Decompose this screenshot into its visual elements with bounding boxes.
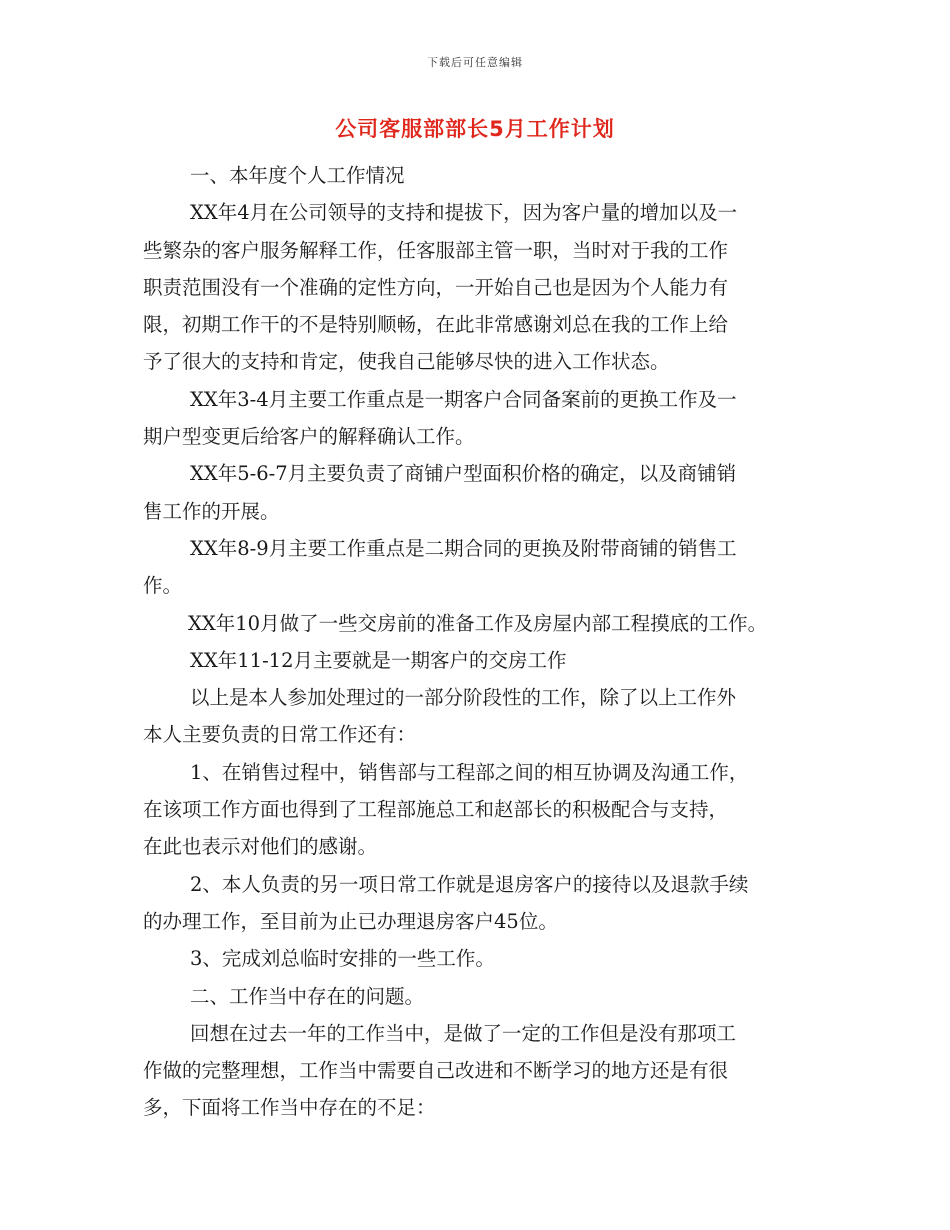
paragraph-line: 1、在销售过程中，销售部与工程部之间的相互协调及沟通工作，: [190, 760, 749, 784]
paragraph-line: 职责范围没有一个准确的定性方向，一开始自己也是因为个人能力有: [143, 275, 729, 299]
document-title: 公司客服部部长5月工作计划: [335, 117, 615, 141]
paragraph-line: 限，初期工作干的不是特别顺畅，在此非常感谢刘总在我的工作上给: [143, 313, 729, 337]
paragraph-line: XX年5-6-7月主要负责了商铺户型面积价格的确定，以及商铺销: [190, 462, 737, 486]
paragraph-line: 多，下面将工作当中存在的不足：: [143, 1096, 436, 1120]
paragraph-line: XX年4月在公司领导的支持和提拔下，因为客户量的增加以及一: [190, 201, 738, 225]
section-heading: 一、本年度个人工作情况: [190, 164, 405, 187]
paragraph-line: 些繁杂的客户服务解释工作，任客服部主管一职，当时对于我的工作: [143, 238, 729, 262]
paragraph-line: XX年8-9月主要工作重点是二期合同的更换及附带商铺的销售工: [190, 536, 737, 560]
paragraph-line: 2、本人负责的另一项日常工作就是退房客户的接待以及退款手续: [190, 872, 749, 896]
paragraph-line: 予了很大的支持和肯定，使我自己能够尽快的进入工作状态。: [143, 350, 670, 374]
paragraph-line: XX年11-12月主要就是一期客户的交房工作: [190, 648, 567, 672]
paragraph-line: 作。: [143, 574, 183, 598]
paragraph-line: 作做的完整理想，工作当中需要自己改进和不断学习的地方还是有很: [143, 1059, 729, 1083]
paragraph-line: 在此也表示对他们的感谢。: [143, 835, 378, 859]
paragraph-line: 售工作的开展。: [143, 499, 280, 523]
paragraph-line: XX年10月做了一些交房前的准备工作及房屋内部工程摸底的工作。: [188, 611, 768, 635]
paragraph-line: 3、完成刘总临时安排的一些工作。: [190, 947, 495, 971]
document-body: [143, 157, 833, 1127]
paragraph-line: 的办理工作，至目前为止已办理退房客户45位。: [143, 909, 558, 933]
paragraph-line: 以上是本人参加处理过的一部分阶段性的工作，除了以上工作外: [190, 686, 737, 710]
paragraph-line: 期户型变更后给客户的解释确认工作。: [143, 425, 475, 449]
paragraph-line: XX年3-4月主要工作重点是一期客户合同备案前的更换工作及一: [190, 387, 737, 411]
paragraph-line: 回想在过去一年的工作当中，是做了一定的工作但是没有那项工: [190, 1021, 737, 1045]
paragraph-line: 在该项工作方面也得到了工程部施总工和赵部长的积极配合与支持，: [143, 798, 729, 822]
page-header-note: 下载后可任意编辑: [427, 56, 523, 69]
section-heading: 二、工作当中存在的问题。: [190, 984, 425, 1008]
paragraph-line: 本人主要负责的日常工作还有：: [143, 723, 417, 747]
